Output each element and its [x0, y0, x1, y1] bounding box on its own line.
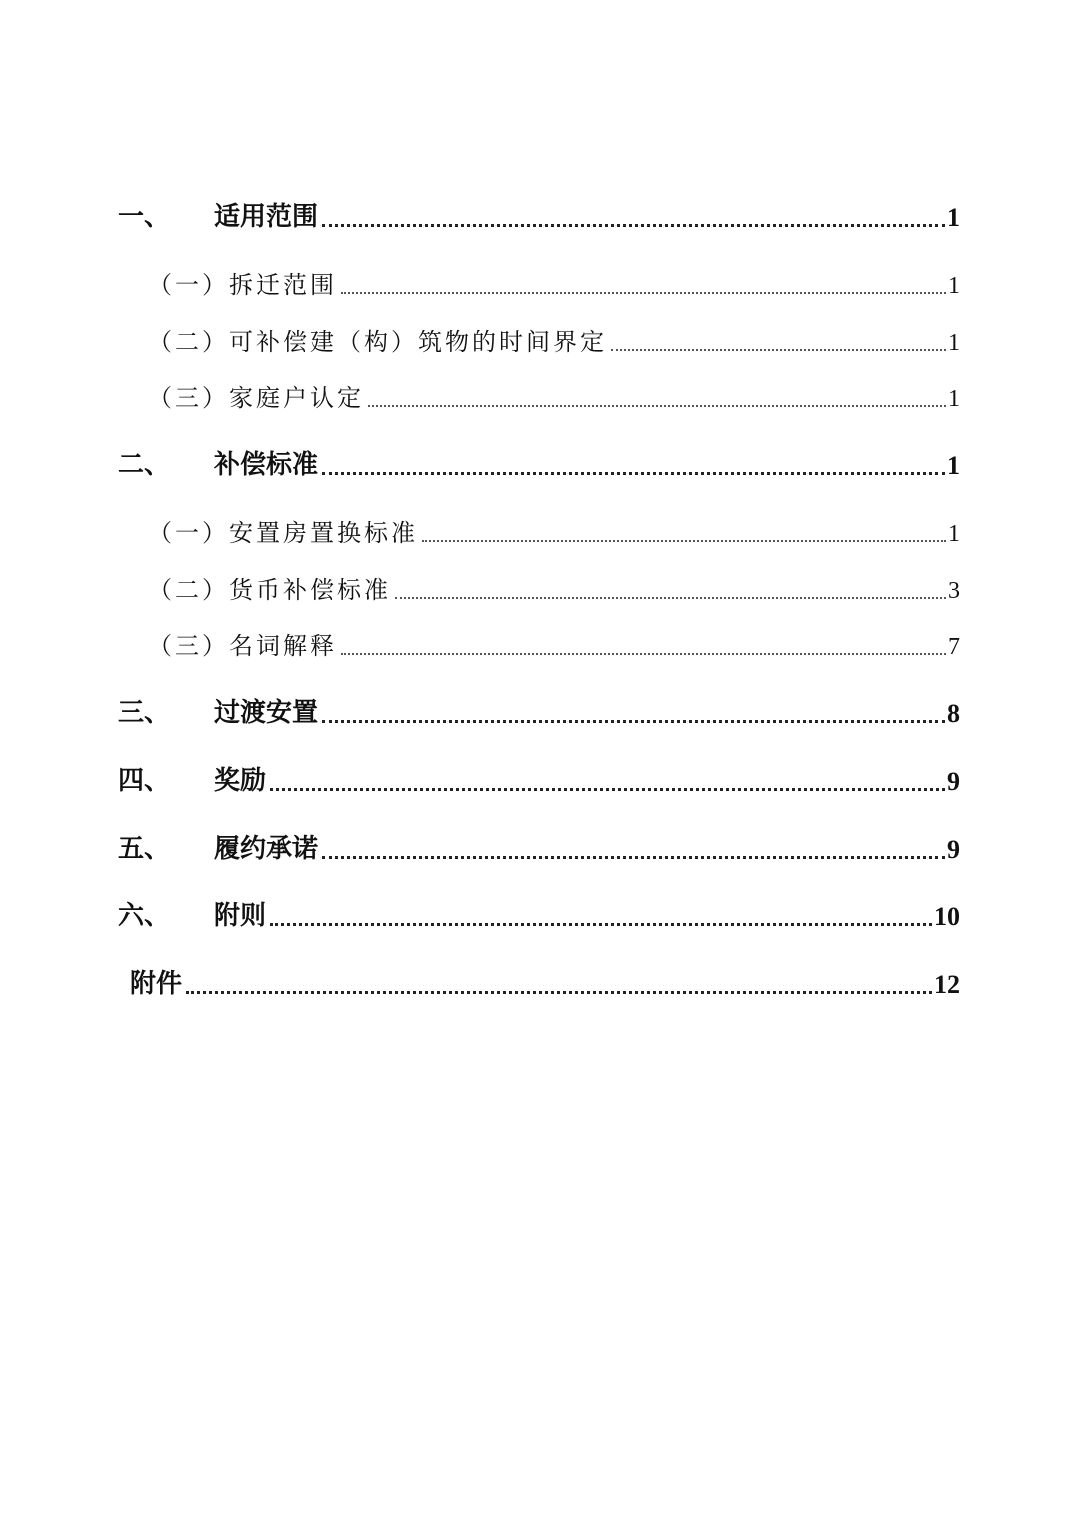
- toc-entry-number: （一）: [148, 519, 229, 547]
- toc-entry-title: 适用范围: [214, 202, 319, 232]
- toc-entry-subsection-2-3[interactable]: [148, 621, 960, 661]
- toc-entry-number: （二）: [148, 328, 229, 356]
- toc-entry-page: 1: [948, 521, 960, 547]
- toc-entry-number: （三）: [148, 632, 229, 660]
- toc-entry-page: 7: [948, 634, 960, 660]
- toc-entry-number: 一、: [118, 202, 171, 232]
- dot-leader: [270, 788, 945, 791]
- toc-entry-page: 8: [947, 699, 960, 728]
- dot-leader: [322, 856, 945, 859]
- dot-leader: [341, 292, 946, 294]
- toc-entry-title: 可补偿建（构）筑物的时间界定: [229, 328, 607, 356]
- toc-entry-section-5[interactable]: [118, 825, 960, 865]
- toc-entry-title: 拆迁范围: [229, 271, 337, 299]
- toc-entry-title: 履约承诺: [214, 834, 319, 864]
- toc-entry-section-1[interactable]: [118, 193, 960, 233]
- toc-entry-number: 六、: [118, 901, 171, 931]
- toc-entry-section-6[interactable]: [118, 892, 960, 932]
- toc-entry-title: 货币补偿标准: [229, 576, 391, 604]
- toc-entry-title: 补偿标准: [214, 450, 319, 480]
- toc-entry-section-4[interactable]: [118, 757, 960, 797]
- toc-entry-title: 安置房置换标准: [229, 519, 418, 547]
- toc-entry-title: 过渡安置: [214, 698, 319, 728]
- toc-entry-number: （三）: [148, 384, 229, 412]
- toc-entry-title: 名词解释: [229, 632, 337, 660]
- toc-entry-subsection-2-2[interactable]: [148, 565, 960, 605]
- toc-entry-subsection-1-1[interactable]: [148, 260, 960, 300]
- toc-entry-number: （一）: [148, 271, 229, 299]
- dot-leader: [422, 540, 946, 542]
- toc-entry-number: 四、: [118, 766, 171, 796]
- toc-entry-title: 附件: [130, 969, 183, 999]
- dot-leader: [322, 472, 945, 475]
- toc-entry-section-3[interactable]: [118, 689, 960, 729]
- toc-entry-page: 3: [948, 578, 960, 604]
- dot-leader: [611, 349, 946, 351]
- toc-entry-number: 二、: [118, 450, 171, 480]
- dot-leader: [368, 405, 946, 407]
- toc-entry-number: 三、: [118, 698, 171, 728]
- toc-entry-page: 1: [948, 386, 960, 412]
- toc-entry-page: 1: [947, 203, 960, 232]
- dot-leader: [322, 224, 945, 227]
- toc-entry-title: 附则: [214, 901, 267, 931]
- toc-entry-page: 1: [948, 273, 960, 299]
- toc-entry-section-2[interactable]: [118, 441, 960, 481]
- toc-entry-page: 10: [934, 902, 960, 931]
- toc-entry-page: 1: [947, 451, 960, 480]
- toc-entry-number: （二）: [148, 576, 229, 604]
- dot-leader: [341, 653, 946, 655]
- dot-leader: [322, 720, 945, 723]
- toc-entry-subsection-1-2[interactable]: [148, 317, 960, 357]
- dot-leader: [270, 923, 932, 926]
- toc-entry-number: 五、: [118, 834, 171, 864]
- toc-entry-page: 12: [934, 970, 960, 999]
- toc-entry-attachments[interactable]: [130, 960, 960, 1000]
- dot-leader: [395, 597, 946, 599]
- toc-entry-page: 9: [947, 835, 960, 864]
- toc-entry-title: 奖励: [214, 766, 267, 796]
- toc-entry-subsection-2-1[interactable]: [148, 508, 960, 548]
- dot-leader: [186, 991, 932, 994]
- toc-entry-page: 1: [948, 330, 960, 356]
- toc-entry-page: 9: [947, 767, 960, 796]
- toc-entry-title: 家庭户认定: [229, 384, 364, 412]
- toc-entry-subsection-1-3[interactable]: [148, 373, 960, 413]
